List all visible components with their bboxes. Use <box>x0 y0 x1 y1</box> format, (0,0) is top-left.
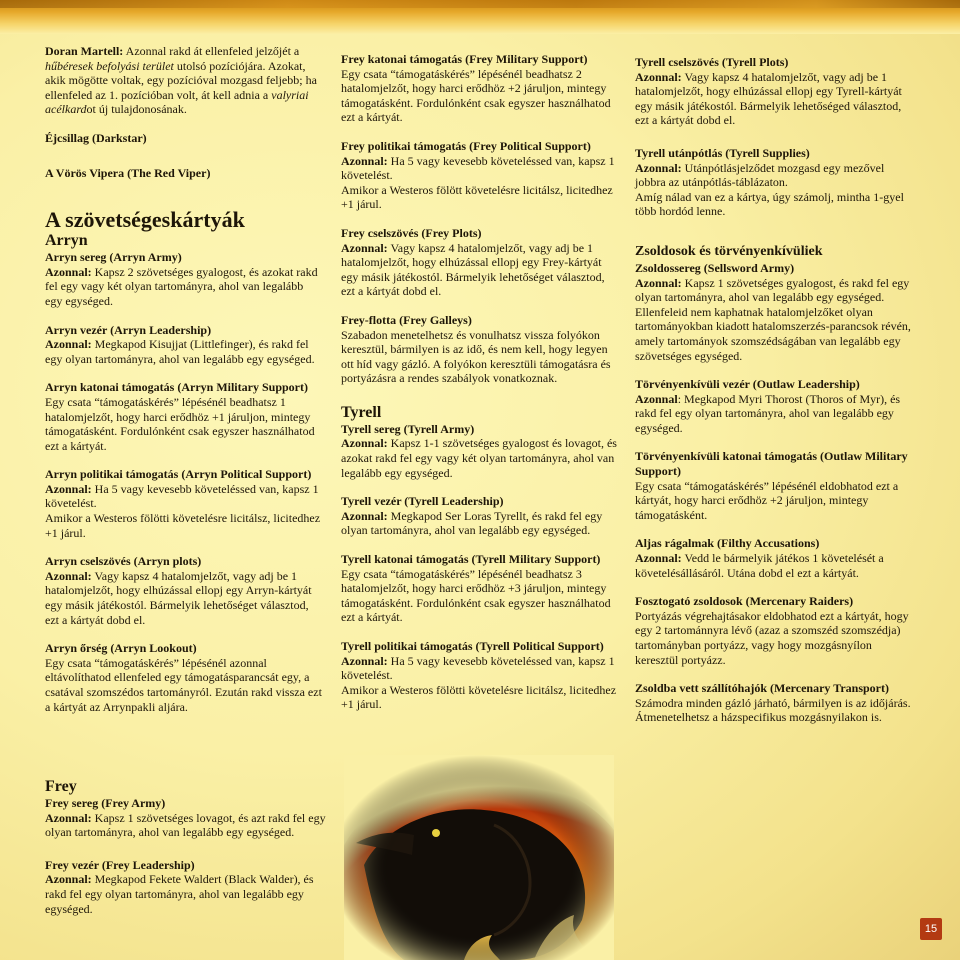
arryn-political-label: Azonnal: <box>45 481 92 496</box>
tyrell-army-label: Azonnal: <box>341 436 388 451</box>
tyrell-army-title: Tyrell sereg (Tyrell Army) <box>341 421 475 436</box>
frey-leadership-label: Azonnal: <box>45 872 92 887</box>
filthy-accusations-text: Vedd le bármelyik játékos 1 követelését a követelésállásáról. Utána dobd el ezt a kártyát. <box>635 551 884 580</box>
mercenary-raiders-title: Fosztogató zsoldosok (Mercenary Raiders) <box>635 594 854 609</box>
outlaw-leadership-text: : Megkapod Myri Thorost (Thoros of Myr), és rakd fel egy olyan tartományra, ahol van legalább egy egységed. <box>635 391 901 435</box>
arryn-military-text: Egy csata “támogatáskérés” lépésénél beadhatsz 1 hatalomjelzőt, hogy harci erődhöz +1 járuljon, mintegy támogatásként. Fordulónként csak egyszer használhatod ezt a kártyát. <box>45 394 315 453</box>
frey-leadership-block <box>45 858 330 916</box>
frey-galleys-block <box>341 313 620 386</box>
frey-army-label: Azonnal: <box>45 810 92 825</box>
frey-political-text2: Amikor a Westeros fölött követelésre licitálsz, licitedhez +1 járul. <box>341 182 613 212</box>
outlaw-military-block <box>635 449 917 522</box>
tyrell-plots-block <box>635 55 917 128</box>
tyrell-political-label: Azonnal: <box>341 653 388 668</box>
raven-fire-image <box>344 755 614 960</box>
outlaw-leadership-label: Azonnal <box>635 391 678 406</box>
frey-political-label: Azonnal: <box>341 153 388 168</box>
tyrell-army-block <box>341 422 620 480</box>
darkstar-title: Éjcsillag (Darkstar) <box>45 130 147 145</box>
tyrell-military-block <box>341 552 620 625</box>
arryn-leadership-block <box>45 323 322 367</box>
outlaw-leadership-block <box>635 377 917 435</box>
tyrell-political-text: Ha 5 vagy kevesebb követeléssed van, kapsz 1 követelést. <box>341 653 615 683</box>
sellsword-army-label: Azonnal: <box>635 275 682 290</box>
filthy-accusations-label: Azonnal: <box>635 551 682 566</box>
frey-political-text: Ha 5 vagy kevesebb követeléssed van, kapsz 1 követelést. <box>341 153 615 183</box>
sellsword-army-title: Zsoldossereg (Sellsword Army) <box>635 260 795 275</box>
sellswords-outlaws-heading: Zsoldosok és törvényenkívüliek <box>635 243 823 259</box>
tyrell-supplies-label: Azonnal: <box>635 160 682 175</box>
arryn-army-text: Kapsz 2 szövetséges gyalogost, és azokat rakd fel egy vagy két olyan tartományra, ahol van legalább egy egységed. <box>45 264 318 308</box>
frey-military-title: Frey katonai támogatás (Frey Military Support) <box>341 52 588 66</box>
mercenary-transport-block <box>635 681 917 725</box>
alliance-cards-heading: A szövetségeskártyák <box>45 207 245 233</box>
tyrell-supplies-text: Utánpótlásjelződet mozgasd egy mezővel jobbra az utánpótlás-táblázaton. <box>635 160 885 190</box>
tyrell-political-block <box>341 639 620 712</box>
arryn-leadership-title: Arryn vezér (Arryn Leadership) <box>45 322 212 337</box>
page-number: 15 <box>920 918 942 940</box>
filthy-accusations-block <box>635 536 917 580</box>
frey-galleys-title: Frey-flotta (Frey Galleys) <box>341 312 472 327</box>
tyrell-leadership-label: Azonnal: <box>341 508 388 523</box>
frey-army-title: Frey sereg (Frey Army) <box>45 796 166 810</box>
arryn-military-title: Arryn katonai támogatás (Arryn Military Support) <box>45 380 308 395</box>
red-viper-title: A Vörös Vipera (The Red Viper) <box>45 165 211 180</box>
column-1 <box>45 44 322 728</box>
arryn-political-block <box>45 467 322 540</box>
arryn-heading: Arryn <box>45 232 88 250</box>
image-edge-fade <box>344 755 614 960</box>
frey-leadership-title: Frey vezér (Frey Leadership) <box>45 857 195 872</box>
arryn-plots-label: Azonnal: <box>45 568 92 583</box>
mercenary-raiders-text: Portyázás végrehajtásakor eldobhatod ezt a kártyát, hogy egy 2 tartománnyra lévő (azaz a szomszéd szomszédja) tartományban portyázz, vagy hogy mozgásnyílon keresztül portyázz. <box>635 608 909 667</box>
frey-plots-label: Azonnal: <box>341 240 388 255</box>
arryn-army-block <box>45 250 322 308</box>
arryn-lookout-title: Arryn őrség (Arryn Lookout) <box>45 641 197 656</box>
doran-text-b: utolsó pozíciójára. Azokat, akik mögötte voltak, egy pozícióval mozgasd feljebb; ha ellenfeled az 1. pozícióban volt, át kell adnia a <box>45 58 317 102</box>
doran-italic-b: valyriai acélkard <box>45 87 309 117</box>
frey-plots-title: Frey cselszövés (Frey Plots) <box>341 225 482 240</box>
raven-illustration <box>344 755 614 960</box>
arryn-plots-text: Vagy kapsz 4 hatalomjelzőt, vagy adj be 1 hatalomjelzőt, hogy elhúzással ellopj egy Arryn-kártyát egy másik játékostól. Bármelyik lehetőséget választod, ezt a kártyát dobd el. <box>45 568 312 627</box>
column-4 <box>45 778 330 930</box>
tyrell-heading: Tyrell <box>341 403 382 421</box>
arryn-plots-block <box>45 554 322 627</box>
tyrell-leadership-title: Tyrell vezér (Tyrell Leadership) <box>341 494 504 509</box>
tyrell-political-text2: Amikor a Westeros fölötti követelésre licitálsz, licitedhez +1 járul. <box>341 682 617 712</box>
mercenary-transport-text: Számodra minden gázló járható, bármilyen is az időjárás. <box>635 695 911 710</box>
tyrell-military-text: Egy csata “támogatáskérés” lépésénél beadhatsz 3 hatalomjelzőt, hogy harci erődhöz +3 járuljon, mintegy támogatásként. Fordulónként csak egyszer használhatod ezt a kártyát. <box>341 566 611 625</box>
doran-martell-block <box>45 44 322 117</box>
column-3 <box>635 55 917 739</box>
sellsword-army-text: Kapsz 1 szövetséges gyalogost, és rakd fel egy olyan tartományra, ahol van legalább egy egységed. Ellenfeleid nem kaphatnak hatalomjelzőket olyan tartományokban kiadott hatalomszerzés-parancsok révén, amely tartományok szomszédságában van legalább egy szövetséges egységed. <box>635 275 911 363</box>
frey-army-block <box>45 796 330 840</box>
doran-text-a: Azonnal rakd át ellenfeled jelzőjét a <box>123 44 300 58</box>
arryn-military-block <box>45 380 322 453</box>
tyrell-leadership-text: Megkapod Ser Loras Tyrellt, és rakd fel egy olyan tartományra, ahol van legalább egy egységed. <box>341 508 603 538</box>
doran-title: Doran Martell: <box>45 44 124 58</box>
arryn-lookout-text: Egy csata “támogatáskérés” lépésénél azonnal eltávolíthatod ellenfeled egy támogatásparancsát egy, a csatával szomszédos tartományról. Ezután rakd vissza ezt a kártyát az Arrynpakli aljára. <box>45 655 322 714</box>
arryn-plots-title: Arryn cselszövés (Arryn plots) <box>45 554 202 569</box>
frey-leadership-text: Megkapod Fekete Waldert (Black Walder), és rakd fel egy olyan tartományra, ahol van legalább egy egységed. <box>45 872 314 916</box>
arryn-political-title: Arryn politikai támogatás (Arryn Political Support) <box>45 467 312 482</box>
tyrell-plots-text: Vagy kapsz 4 hatalomjelzőt, vagy adj be 1 hatalomjelzőt, hogy elhúzással ellopj egy Tyrell-kártyát egy másik játékostól. Bármelyik lehetőséged választod, ezt a kártyát dobd el. <box>635 69 902 128</box>
tyrell-supplies-title: Tyrell utánpótlás (Tyrell Supplies) <box>635 145 810 160</box>
arryn-leadership-text: Megkapod Kisujjat (Littlefinger), és rakd fel egy olyan tartományra, ahol van legalább egy egységed. <box>45 337 315 366</box>
frey-galleys-text: Szabadon menetelhetsz és vonulhatsz vissza folyókon keresztül, bármilyen is az idő, és nem kell, hogy legyen ott híd vagy gázló. A folyókon keresztüli támogatásra és portyázásra a rendes szabályok vonatkoznak. <box>341 327 611 386</box>
frey-political-title: Frey politikai támogatás (Frey Political Support) <box>341 138 591 153</box>
arryn-lookout-block <box>45 641 322 714</box>
tyrell-army-text: Kapsz 1-1 szövetséges gyalogost és lovagot, és azokat rakd fel egy vagy két olyan tartományra, ahol van legalább egy egységed. <box>341 436 617 480</box>
arryn-leadership-label: Azonnal: <box>45 337 92 352</box>
tyrell-plots-title: Tyrell cselszövés (Tyrell Plots) <box>635 55 789 69</box>
tyrell-military-title: Tyrell katonai támogatás (Tyrell Military Support) <box>341 552 601 567</box>
column-2 <box>341 52 620 726</box>
mercenary-transport-text2: Átmenetelhetsz a házspecifikus mozgásnyilakon is. <box>635 710 882 725</box>
frey-political-block <box>341 139 620 212</box>
outlaw-leadership-title: Törvényenkívüli vezér (Outlaw Leadership) <box>635 377 860 392</box>
arryn-army-title: Arryn sereg (Arryn Army) <box>45 250 182 265</box>
arryn-army-label: Azonnal: <box>45 264 92 279</box>
tyrell-supplies-block <box>635 146 917 219</box>
arryn-political-text: Ha 5 vagy kevesebb követeléssed van, kapsz 1 követelést. <box>45 481 319 511</box>
frey-plots-text: Vagy kapsz 4 hatalomjelzőt, vagy adj be 1 hatalomjelzőt, hogy elhúzással ellopj egy Frey-kártyát egy másik játékostól. Bármelyik lehetőséget választod, ezt a kártyát dobd el. <box>341 240 605 299</box>
doran-italic-a: hűbéresek befolyási terület <box>45 58 174 73</box>
frey-military-text: Egy csata “támogatáskérés” lépésénél beadhatsz 2 hatalomjelzőt, hogy harci erődhöz +2 járuljon, mintegy támogatásként. Fordulónként csak egyszer használhatod ezt a kártyát. <box>341 66 611 125</box>
outlaw-military-title: Törvényenkívüli katonai támogatás (Outlaw Military Support) <box>635 449 908 479</box>
frey-heading: Frey <box>45 778 77 795</box>
top-decorative-border <box>0 0 960 34</box>
tyrell-plots-label: Azonnal: <box>635 69 682 84</box>
tyrell-leadership-block <box>341 494 620 538</box>
mercenary-raiders-block <box>635 594 917 667</box>
tyrell-supplies-text2: Amíg nálad van ez a kártya, úgy számolj, mintha 1-gyel több hordód lenne. <box>635 189 904 219</box>
frey-military-block <box>341 52 620 125</box>
sellsword-army-block <box>635 261 917 363</box>
tyrell-political-title: Tyrell politikai támogatás (Tyrell Political Support) <box>341 639 604 653</box>
outlaw-military-text: Egy csata “támogatáskérés” lépésénél eldobhatod ezt a kártyát, hogy harci erődhöz +2 járuljon, mintegy támogatásként. <box>635 478 899 522</box>
frey-plots-block <box>341 226 620 299</box>
arryn-political-text2: Amikor a Westeros fölötti követelésre licitálsz, licitedhez +1 járul. <box>45 511 321 540</box>
filthy-accusations-title: Aljas rágalmak (Filthy Accusations) <box>635 536 820 551</box>
frey-army-text: Kapsz 1 szövetséges lovagot, és azt rakd fel egy olyan tartományra, ahol van legalább egy egységed. <box>45 810 326 840</box>
mercenary-transport-title: Zsoldba vett szállítóhajók (Mercenary Transport) <box>635 681 889 696</box>
doran-text-c: ot új tulajdonosának. <box>86 102 187 117</box>
